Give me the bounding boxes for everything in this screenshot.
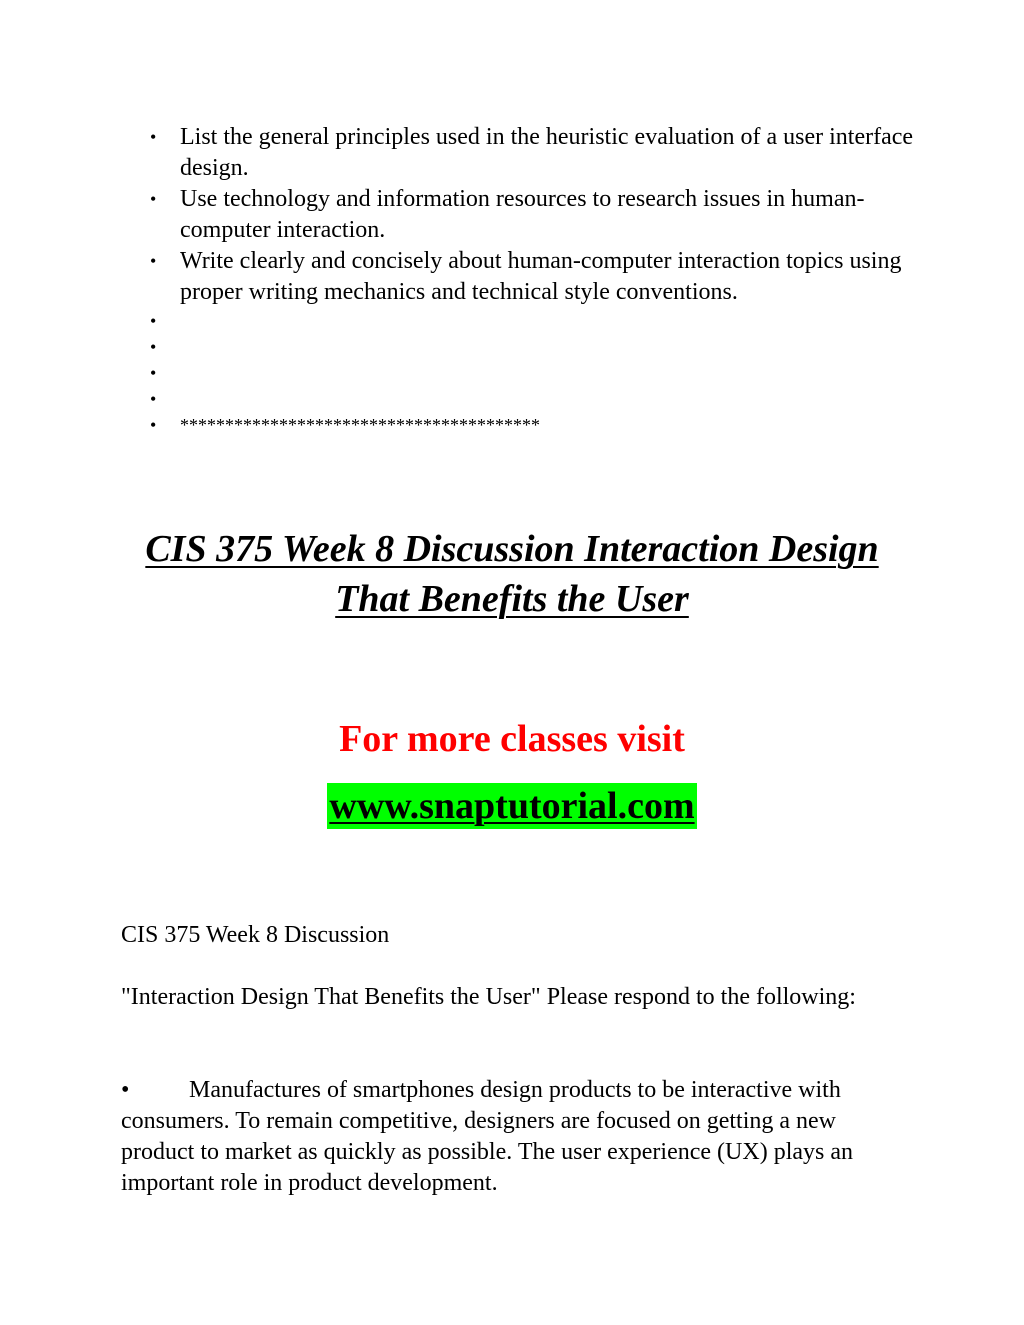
- list-item-empty: [142, 334, 922, 360]
- list-item: • List the general principles used in the heuristic evaluation of a user interface design.: [142, 122, 922, 184]
- objectives-list: [142, 122, 922, 438]
- discussion-heading: CIS 375 Week 8 Discussion: [121, 922, 390, 948]
- title-line-2: That Benefits the User: [335, 578, 689, 620]
- promo-text: For more classes visit: [339, 718, 685, 760]
- discussion-bullet-paragraph: [121, 1075, 911, 1199]
- bullet-symbol: •: [121, 1077, 130, 1103]
- bullet-text: Manufactures of smartphones design products to be interactive with consumers. To remain competitive, designers are focused on getting a new product to market as quickly as possible. The user experience (UX) plays an important role in product development.: [121, 1077, 853, 1196]
- title-line-1: CIS 375 Week 8 Discussion Interaction Design: [145, 528, 879, 570]
- list-item-separator: • ****************************************: [142, 412, 922, 438]
- list-item-empty: [142, 386, 922, 412]
- list-item-empty: [142, 308, 922, 334]
- website-link[interactable]: www.snaptutorial.com: [329, 785, 695, 827]
- list-item-empty: [142, 360, 922, 386]
- discussion-prompt: "Interaction Design That Benefits the User" Please respond to the following:: [121, 984, 856, 1010]
- list-item: • Use technology and information resources to research issues in human-computer interaction.: [142, 184, 922, 246]
- promo-link-container: [0, 783, 1024, 829]
- list-item: • Write clearly and concisely about human-computer interaction topics using proper writing mechanics and technical style conventions.: [142, 246, 922, 308]
- page-title: [100, 524, 924, 624]
